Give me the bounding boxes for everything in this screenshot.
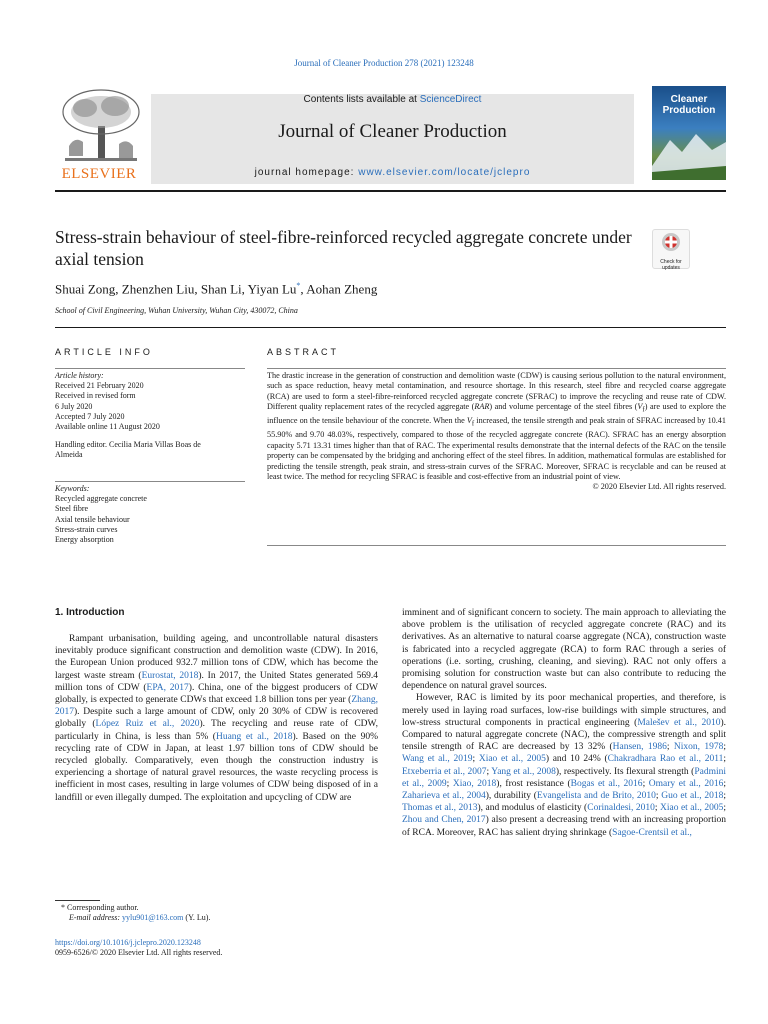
publisher-name: ELSEVIER	[61, 166, 137, 182]
keyword: Steel fibre	[55, 504, 89, 514]
body-text: ) also present a decreasing trend with an increasing proportion of RCA. Moreover, RAC has salient drying shrinkage (	[402, 815, 726, 838]
homepage-link[interactable]: www.elsevier.com/locate/jclepro	[358, 167, 531, 178]
citation-link[interactable]: EPA, 2017	[146, 682, 189, 693]
keywords-label: Keywords:	[55, 484, 90, 493]
citation-link[interactable]: Xiao, 2018	[452, 778, 497, 789]
body-text: ;	[723, 778, 727, 789]
citation-link[interactable]: Yang et al., 2008	[491, 766, 556, 777]
contents-prefix: Contents lists available at	[303, 94, 417, 105]
email-line	[55, 913, 210, 923]
body-text: ). In 2017, the United States generated 569.4 million tons of CDW (	[55, 670, 378, 693]
body-text: ) and 10 24% (	[545, 754, 608, 765]
keywords-block	[55, 484, 245, 545]
body-text: ), durability (	[485, 791, 537, 802]
body-text: ;	[666, 742, 674, 753]
body-text: ;	[486, 766, 492, 777]
body-text: ;	[723, 791, 727, 802]
keyword: Stress-strain curves	[55, 524, 118, 534]
abstract-rule	[267, 368, 726, 369]
article-history	[55, 371, 245, 461]
body-text: ;	[642, 778, 649, 789]
body-text: ). The recycling and reuse rate of CDW, particularly in China, is less than 5% (	[55, 719, 378, 742]
issn-line: 0959-6526/© 2020 Elsevier Ltd. All rights reserved.	[55, 948, 223, 957]
body-text: ;	[654, 803, 661, 814]
cover-title-1: Cleaner	[670, 94, 708, 105]
citation-link[interactable]: Nixon, 1978	[673, 742, 724, 753]
author-list	[55, 281, 377, 297]
citation-link[interactable]: Malešev et al., 2010	[637, 717, 721, 728]
history-item: 6 July 2020	[55, 401, 93, 411]
abstract-subscript: f	[471, 420, 475, 428]
citation-link[interactable]: López Ruiz et al., 2020	[95, 719, 200, 730]
contents-line	[151, 94, 634, 105]
citation-link[interactable]: Thomas et al., 2013	[402, 803, 478, 814]
body-text: ). Compared to natural aggregate concrete (NAC), the compressive strength and split tensile strength of RAC are decreased by 13 32% (	[402, 717, 726, 753]
citation-link[interactable]: Zhou and Chen, 2017	[402, 815, 486, 826]
article-info-heading: ARTICLE INFO	[55, 347, 153, 357]
paper-title: Stress-strain behaviour of steel-fibre-reinforced recycled aggregate concrete under axial tension	[55, 227, 632, 269]
footnote-rule	[55, 900, 100, 901]
body-text: ), respectively. Its flexural strength (	[555, 766, 695, 777]
journal-cover-image	[652, 86, 726, 180]
corresponding-author-note: * Corresponding author.	[61, 903, 139, 912]
affiliation: School of Civil Engineering, Wuhan University, Wuhan City, 430072, China	[55, 306, 298, 315]
abstract-text: ) and volume percentage of the steel fibres (	[489, 402, 638, 412]
keywords-rule	[55, 481, 245, 482]
header-rule	[55, 190, 726, 192]
body-text: However, RAC is limited by its poor mechanical properties, and therefore, is merely used in laying road surfaces, low-rise buildings with simple structures, and low-stress structural components in practical engineering (	[402, 693, 726, 728]
intro-left-column	[55, 633, 378, 804]
citation-link[interactable]: Xiao et al., 2005	[478, 754, 546, 765]
body-text: ;	[655, 791, 662, 802]
body-text: ). Based on the 90% recycling rate of CDW in Japan, at least 1.97 billion tons of CDW should be recycled globally. Comparatively, even though the construction industry is experiencing a shortage of natural gravel resources, the waste recycling process is inefficient in most cases, resulting in large volumes of CDW being disposed of in a landfill or even illegally dumped. The exploitation and upcycling of CDW are	[55, 731, 378, 803]
citation-link[interactable]: Huang et al., 2018	[215, 731, 293, 742]
citation-link[interactable]: Chakradhara Rao et al., 2011	[607, 754, 724, 765]
handling-editor: Handling editor. Cecilia Maria Villas Boas de	[55, 440, 201, 450]
authors-tail: , Aohan Zheng	[300, 281, 378, 297]
citation-link[interactable]: Omary et al., 2016	[648, 778, 724, 789]
history-item: Accepted 7 July 2020	[55, 411, 125, 421]
abstract-italic: V	[466, 416, 472, 426]
intro-paragraph: imminent and of significant concern to society. The main approach to alleviating the above problem is the utilisation of recycled aggregate concrete (RAC) and its derivatives. As an alternative to natural coarse aggregate (NCA), construction waste is fabricated into a recycled aggregate (RCA) to form RAC through a series of operations (i.e. sorting, crushing, cleaning, and sieving). RAC not only offers a promising solution for construction waste but can also contribute to reducing the dependence on natural gravel sources.	[402, 608, 726, 692]
intro-right-column	[402, 607, 726, 839]
title-rule	[55, 327, 726, 328]
body-text: ;	[723, 742, 727, 753]
citation-link[interactable]: Zhang, 2017	[55, 695, 378, 718]
article-info-rule	[55, 368, 245, 369]
citation-link[interactable]: Zaharieva et al., 2004	[402, 791, 486, 802]
body-text: ;	[446, 778, 453, 789]
citation-link[interactable]: Etxeberria et al., 2007	[402, 766, 487, 777]
section-heading: 1. Introduction	[55, 607, 125, 618]
abstract-italic: RAR	[474, 402, 490, 412]
abstract-text: ) are used to explore the influence on the tensile behaviour of the concrete. When the	[267, 402, 726, 426]
email-label: E-mail address:	[69, 913, 121, 922]
citation-link[interactable]: Evangelista and de Brito, 2010	[536, 791, 656, 802]
keyword: Energy absorption	[55, 535, 114, 545]
citation-link[interactable]: Corinaldesi, 2010	[587, 803, 655, 814]
history-item: Available online 11 August 2020	[55, 422, 160, 432]
history-label: Article history:	[55, 371, 104, 380]
journal-title: Journal of Cleaner Production	[278, 121, 507, 142]
citation-link[interactable]: Padmini et al., 2009	[402, 766, 726, 789]
abstract-body	[267, 371, 726, 493]
abstract-text: The drastic increase in the generation of construction and demolition waste (CDW) is causing serious pollution to the natural environment, such as space reduction, heavy metal contamination, and resource shortage. In this research, steel fibre and recycled coarse aggregate (RCA) are used to form a steel-fibre-reinforced recycled aggregate concrete (SFRAC) to improve the recycling and reuse rate of CDW. Different quality replacement rates of the recycled aggregate (	[267, 371, 726, 412]
body-text: ;	[472, 754, 479, 765]
homepage-line	[151, 167, 634, 178]
body-text: Rampant urbanisation, building ageing, and uncontrollable natural disasters inevitably produce significant construction and demolition waste (CDW). In 2016, the European Union produced 932.7 million tons of CDW, which has become the largest waste stream (	[55, 634, 378, 681]
citation-link[interactable]: Guo et al., 2018	[661, 791, 724, 802]
crossmark-icon	[653, 230, 689, 254]
citation-link[interactable]: Wang et al., 2019	[402, 754, 473, 765]
citation-link[interactable]: Xiao et al., 2005	[660, 803, 724, 814]
sciencedirect-link[interactable]: ScienceDirect	[419, 94, 482, 105]
copyright: © 2020 Elsevier Ltd. All rights reserved.	[592, 482, 726, 492]
email-tail: (Y. Lu).	[183, 913, 211, 922]
handling-editor-cont: Almeida	[55, 450, 83, 460]
doi-block	[55, 938, 222, 958]
authors-main: Shuai Zong, Zhenzhen Liu, Shan Li, Yiyan Lu	[55, 281, 297, 297]
corresponding-author-mark[interactable]: *	[296, 281, 301, 290]
body-text: ;	[723, 803, 727, 814]
email-link[interactable]: yylu901@163.com	[122, 913, 184, 922]
keyword: Recycled aggregate concrete	[55, 494, 147, 504]
abstract-heading: ABSTRACT	[267, 347, 340, 357]
homepage-prefix: journal homepage:	[254, 167, 355, 178]
citation-link[interactable]: Sagoe-Crentsil et al.,	[612, 827, 692, 838]
body-text: ;	[723, 754, 726, 765]
body-text: ), and modulus of elasticity (	[477, 803, 588, 814]
history-item: Received in revised form	[55, 391, 136, 401]
body-text: ). China, one of the biggest producers of CDW globally, is expected to generate CDWs that exceed 1.8 billion tons per year (	[55, 682, 378, 706]
doi-link[interactable]: https://doi.org/10.1016/j.jclepro.2020.123248	[55, 938, 201, 947]
citation-link[interactable]: Hansen, 1986	[612, 742, 667, 753]
check-for-updates-badge[interactable]	[652, 229, 690, 269]
abstract-italic: V	[637, 402, 643, 412]
intro-paragraph	[402, 692, 726, 838]
body-text: ), frost resistance (	[496, 778, 571, 789]
abstract-subscript: f	[642, 406, 645, 414]
body-text: ). Despite such a large amount of CDW, only 20 30% of CDW is recovered globally (	[55, 707, 378, 730]
journal-reference[interactable]: Journal of Cleaner Production 278 (2021) 123248	[294, 58, 474, 68]
citation-link[interactable]: Eurostat, 2018	[141, 670, 199, 681]
history-item: Received 21 February 2020	[55, 381, 144, 391]
cover-title-2: Production	[662, 105, 716, 116]
keyword: Axial tensile behaviour	[55, 514, 130, 524]
citation-link[interactable]: Bogas et al., 2016	[570, 778, 643, 789]
footnote	[55, 903, 210, 923]
crossmark-label: Check for updates	[660, 259, 682, 271]
abstract-text: increased, the tensile strength and peak strain of SFRAC increased by 10.41 55.90% and 9.70 48.03%, respectively, compared to those of the recycled aggregate concrete (RAC). SFRAC has an energy absorption capacity 5.71 13.31 times higher than that of RAC. The experimental results demonstrate that the internal defects of the RAC on the tensile property can be compensated by the bridging and anchoring effect of the steel fibres. In addition, mathematical formulas are established for predicting the tensile strength, peak strain, and stress-strain curves of the SFRAC. Moreover, SFRAC is recyclable and can be reused at least twice. The method for recycling SFRAC is feasible and cost-effective from an industrial point of view.	[267, 416, 726, 481]
abstract-bottom-rule	[267, 545, 726, 546]
